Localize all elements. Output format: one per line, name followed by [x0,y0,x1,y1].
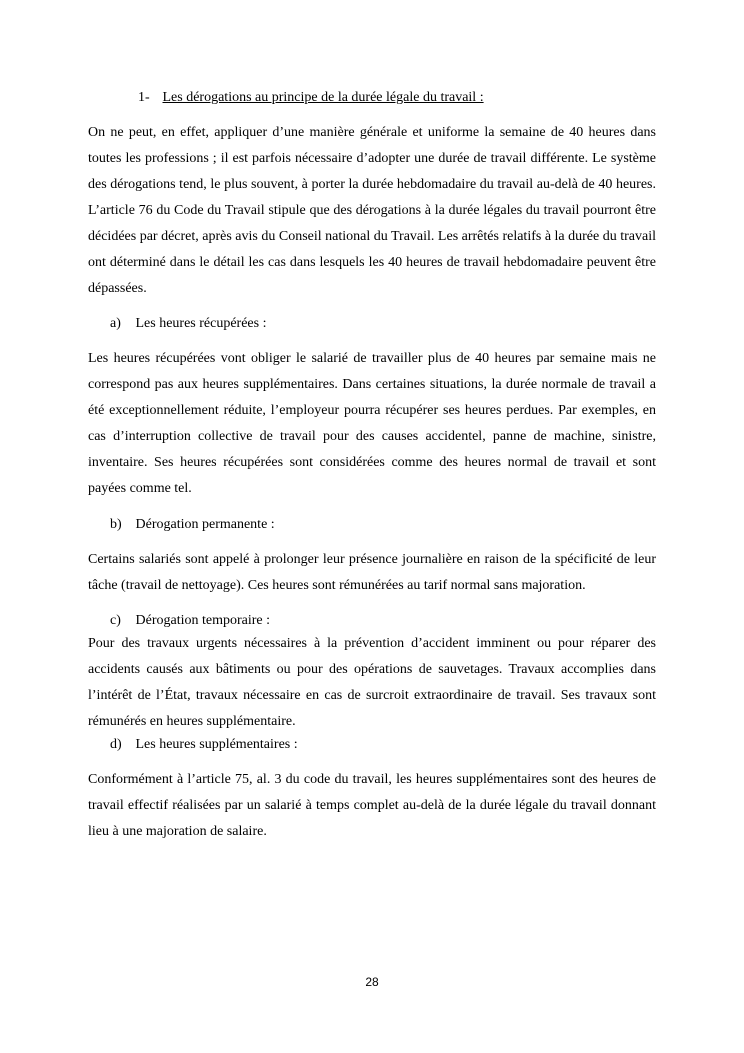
subheading-a-title: Les heures récupérées : [135,316,267,331]
paragraph-d: Conformément à l’article 75, al. 3 du code du travail, les heures supplémentaires sont des heures de travail effectif réalisées par un salarié à temps complet au-delà de la durée légale du travail donnant lieu à une majoration de salaire. [88,772,656,839]
paragraph-a: Les heures récupérées vont obliger le salarié de travailler plus de 40 heures par semaine mais ne correspond pas aux heures supplémentaires. Dans certaines situations, la durée normale de travail a été exceptionnellement réduite, l’employeur pourra récupérer ses heures perdues. Par exemples, en cas d’interruption collective de travail pour des causes accidentel, panne de machine, sinistre, inventaire. Ses heures récupérées sont considérées comme des heures normal de travail et sont payées comme tel. [88,351,656,496]
subheading-b [110,515,656,535]
subheading-a-letter: a) [110,316,121,331]
subheading-c [110,611,656,631]
subheading-c-letter: c) [110,613,121,628]
subheading-a [110,314,656,334]
subheading-d-title: Les heures supplémentaires : [135,737,298,752]
page-content [88,88,656,845]
subheading-d [110,735,656,755]
section-number: 1- [138,90,150,105]
subheading-b-letter: b) [110,517,122,532]
subheading-c-title: Dérogation temporaire : [135,613,271,628]
paragraph-c: Pour des travaux urgents nécessaires à la prévention d’accident imminent ou pour réparer des accidents causés aux bâtiments ou pour des opérations de sauvetages. Travaux accomplies dans l’intérêt de l’État, travaux nécessaire en cas de surcroit extraordinaire de travail. Ses travaux sont rémunérés en heures supplémentaire. [88,636,656,729]
paragraph-intro: On ne peut, en effet, appliquer d’une manière générale et uniforme la semaine de 40 heures dans toutes les professions ; il est parfois nécessaire d’adopter une durée de travail différente. Le système des dérogations tend, le plus souvent, à porter la durée hebdomadaire du travail au-delà de 40 heures. L’article 76 du Code du Travail stipule que des dérogations à la durée légales du travail pourront être décidées par décret, après avis du Conseil national du Travail. Les arrêtés relatifs à la durée du travail ont déterminé dans le détail les cas dans lesquels les 40 heures de travail hebdomadaire peuvent être dépassées. [88,125,656,296]
subheading-b-title: Dérogation permanente : [135,517,275,532]
subheading-d-letter: d) [110,737,122,752]
page-number: 28 [365,975,379,989]
section-title: Les dérogations au principe de la durée légale du travail : [162,90,484,105]
paragraph-b: Certains salariés sont appelé à prolonger leur présence journalière en raison de la spécificité de leur tâche (travail de nettoyage). Ces heures sont rémunérées au tarif normal sans majoration. [88,552,656,593]
section-heading [138,88,656,108]
